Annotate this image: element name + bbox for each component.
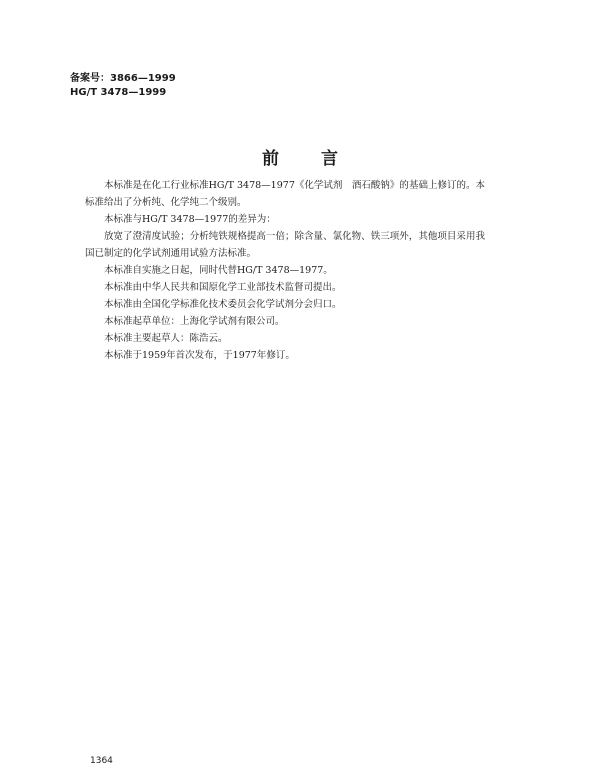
paragraph: 本标准起草单位：上海化学试剂有限公司。 [104,316,285,327]
document-header [70,72,176,100]
page-title: 前言 [262,149,380,169]
paragraph: 本标准由中华人民共和国原化学工业部技术监督司提出。 [104,282,342,293]
paragraph: 本标准主要起草人：陈浩云。 [104,333,228,344]
paragraph: 本标准由全国化学标准化技术委员会化学试剂分会归口。 [104,299,342,310]
standard-number: HG/T 3478—1999 [70,87,167,98]
filing-number: 备案号：3866—1999 [70,73,176,84]
page-number: 1364 [90,756,113,766]
paragraph: 放宽了澄清度试验；分析纯铁规格提高一倍；除含量、氯化物、铁三项外，其他项目采用我国已制定的化学试剂通用试验方法标准。 [85,231,485,259]
paragraph: 本标准自实施之日起，同时代替HG/T 3478—1977。 [104,265,333,276]
paragraph: 本标准是在化工行业标准HG/T 3478—1977《化学试剂 酒石酸钠》的基础上修订的。本标准给出了分析纯、化学纯二个级别。 [85,180,485,208]
paragraph: 本标准与HG/T 3478—1977的差异为： [104,214,276,225]
foreword-body [85,177,485,364]
paragraph: 本标准于1959年首次发布，于1977年修订。 [104,350,295,361]
